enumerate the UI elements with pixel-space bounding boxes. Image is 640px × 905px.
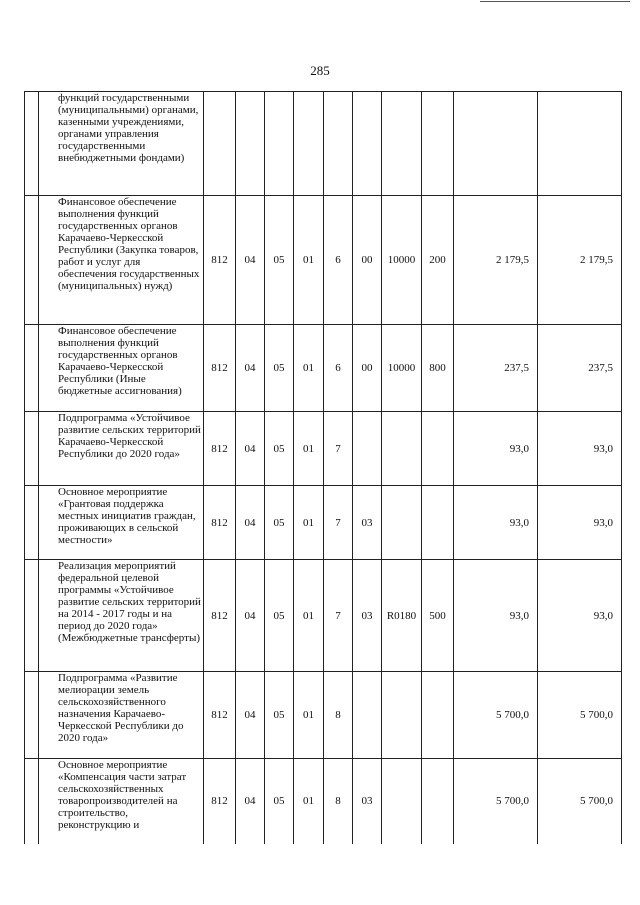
table-row [25,325,622,412]
table-row [25,560,622,672]
row-number-cell [25,196,39,325]
subsection-cell: 05 [265,672,294,759]
direction-cell: R0180 [382,560,422,672]
page-number: 285 [310,63,330,78]
amount-2018-cell: 237,5 [538,325,622,412]
event-cell [353,412,382,486]
direction-cell: 10000 [382,325,422,412]
direction-cell [382,672,422,759]
item-name-cell: Реализация мероприятий федеральной целевой программы «Устойчивое развитие сельских территорий на 2014 - 2017 годы и на период до 2020 года» (Межбюджетные трансферты) [39,560,204,672]
row-number-cell [25,325,39,412]
item-name-cell: функций государственными (муниципальными) органами, казенными учреждениями, органами управления государственными внебюджетными фондами) [39,92,204,196]
item-name-cell: Подпрограмма «Устойчивое развитие сельских территорий Карачаево-Черкесской Республики до 2020 года» [39,412,204,486]
program-cell: 01 [294,560,324,672]
table-row [25,412,622,486]
expense-type-cell: 800 [422,325,454,412]
amount-2017-cell [454,92,538,196]
amount-2018-cell: 5 700,0 [538,759,622,844]
row-number-cell [25,759,39,844]
program-cell: 01 [294,486,324,560]
expense-type-cell [422,759,454,844]
item-name-cell: Финансовое обеспечение выполнения функций государственных органов Карачаево-Черкесской Республики (Иные бюджетные ассигнования) [39,325,204,412]
subsection-cell: 05 [265,759,294,844]
budget-table [24,91,622,844]
admin-cell: 812 [204,486,236,560]
amount-2018-cell: 93,0 [538,486,622,560]
amount-2018-cell: 93,0 [538,412,622,486]
program-cell: 01 [294,412,324,486]
event-cell: 03 [353,486,382,560]
admin-cell: 812 [204,672,236,759]
event-cell: 00 [353,325,382,412]
event-cell: 03 [353,560,382,672]
subprogram-cell: 8 [324,759,353,844]
expense-type-cell: 500 [422,560,454,672]
amount-2017-cell: 2 179,5 [454,196,538,325]
expense-type-cell [422,412,454,486]
event-cell [353,672,382,759]
section-cell: 04 [236,560,265,672]
direction-cell [382,486,422,560]
subprogram-cell: 6 [324,196,353,325]
direction-cell [382,759,422,844]
admin-cell: 812 [204,325,236,412]
subsection-cell: 05 [265,196,294,325]
section-cell: 04 [236,486,265,560]
subprogram-cell: 6 [324,325,353,412]
amount-2017-cell: 93,0 [454,486,538,560]
expense-type-cell: 200 [422,196,454,325]
subsection-cell: 05 [265,412,294,486]
section-cell: 04 [236,412,265,486]
admin-cell: 812 [204,759,236,844]
row-number-cell [25,412,39,486]
amount-2018-cell: 93,0 [538,560,622,672]
table-row [25,759,622,844]
direction-cell: 10000 [382,196,422,325]
table-row [25,672,622,759]
table-row [25,486,622,560]
subsection-cell: 05 [265,560,294,672]
table-row [25,196,622,325]
amount-2017-cell: 5 700,0 [454,672,538,759]
section-cell: 04 [236,196,265,325]
direction-cell [382,412,422,486]
program-cell: 01 [294,325,324,412]
row-number-cell [25,92,39,196]
amount-2018-cell: 5 700,0 [538,672,622,759]
section-cell: 04 [236,759,265,844]
item-name-cell: Основное мероприятие «Грантовая поддержка местных инициатив граждан, проживающих в сельской местности» [39,486,204,560]
row-number-cell [25,486,39,560]
row-number-cell [25,560,39,672]
item-name-cell: Финансовое обеспечение выполнения функций государственных органов Карачаево-Черкесской Республики (Закупка товаров, работ и услуг для обеспечения государственных (муниципальных) нужд) [39,196,204,325]
program-cell: 01 [294,759,324,844]
subsection-cell [265,92,294,196]
subprogram-cell [324,92,353,196]
item-name-cell: Основное мероприятие «Компенсация части затрат сельскохозяйственных товаропроизводителей на строительство, реконструкцию и [39,759,204,844]
event-cell [353,92,382,196]
admin-cell: 812 [204,412,236,486]
section-cell: 04 [236,325,265,412]
event-cell: 03 [353,759,382,844]
section-cell: 04 [236,672,265,759]
subsection-cell: 05 [265,486,294,560]
amount-2018-cell: 2 179,5 [538,196,622,325]
table-row [25,92,622,196]
amount-2017-cell: 93,0 [454,412,538,486]
amount-2017-cell: 5 700,0 [454,759,538,844]
subprogram-cell: 7 [324,412,353,486]
program-cell: 01 [294,196,324,325]
section-cell [236,92,265,196]
expense-type-cell [422,672,454,759]
subprogram-cell: 7 [324,486,353,560]
expense-type-cell [422,92,454,196]
top-rule [480,1,630,2]
amount-2017-cell: 93,0 [454,560,538,672]
subprogram-cell: 7 [324,560,353,672]
amount-2018-cell [538,92,622,196]
admin-cell: 812 [204,560,236,672]
item-name-cell: Подпрограмма «Развитие мелиорации земель сельскохозяйственного назначения Карачаево-Черкесской Республики до 2020 года» [39,672,204,759]
admin-cell: 812 [204,196,236,325]
admin-cell [204,92,236,196]
event-cell: 00 [353,196,382,325]
subprogram-cell: 8 [324,672,353,759]
program-cell: 01 [294,672,324,759]
row-number-cell [25,672,39,759]
direction-cell [382,92,422,196]
expense-type-cell [422,486,454,560]
amount-2017-cell: 237,5 [454,325,538,412]
subsection-cell: 05 [265,325,294,412]
program-cell [294,92,324,196]
